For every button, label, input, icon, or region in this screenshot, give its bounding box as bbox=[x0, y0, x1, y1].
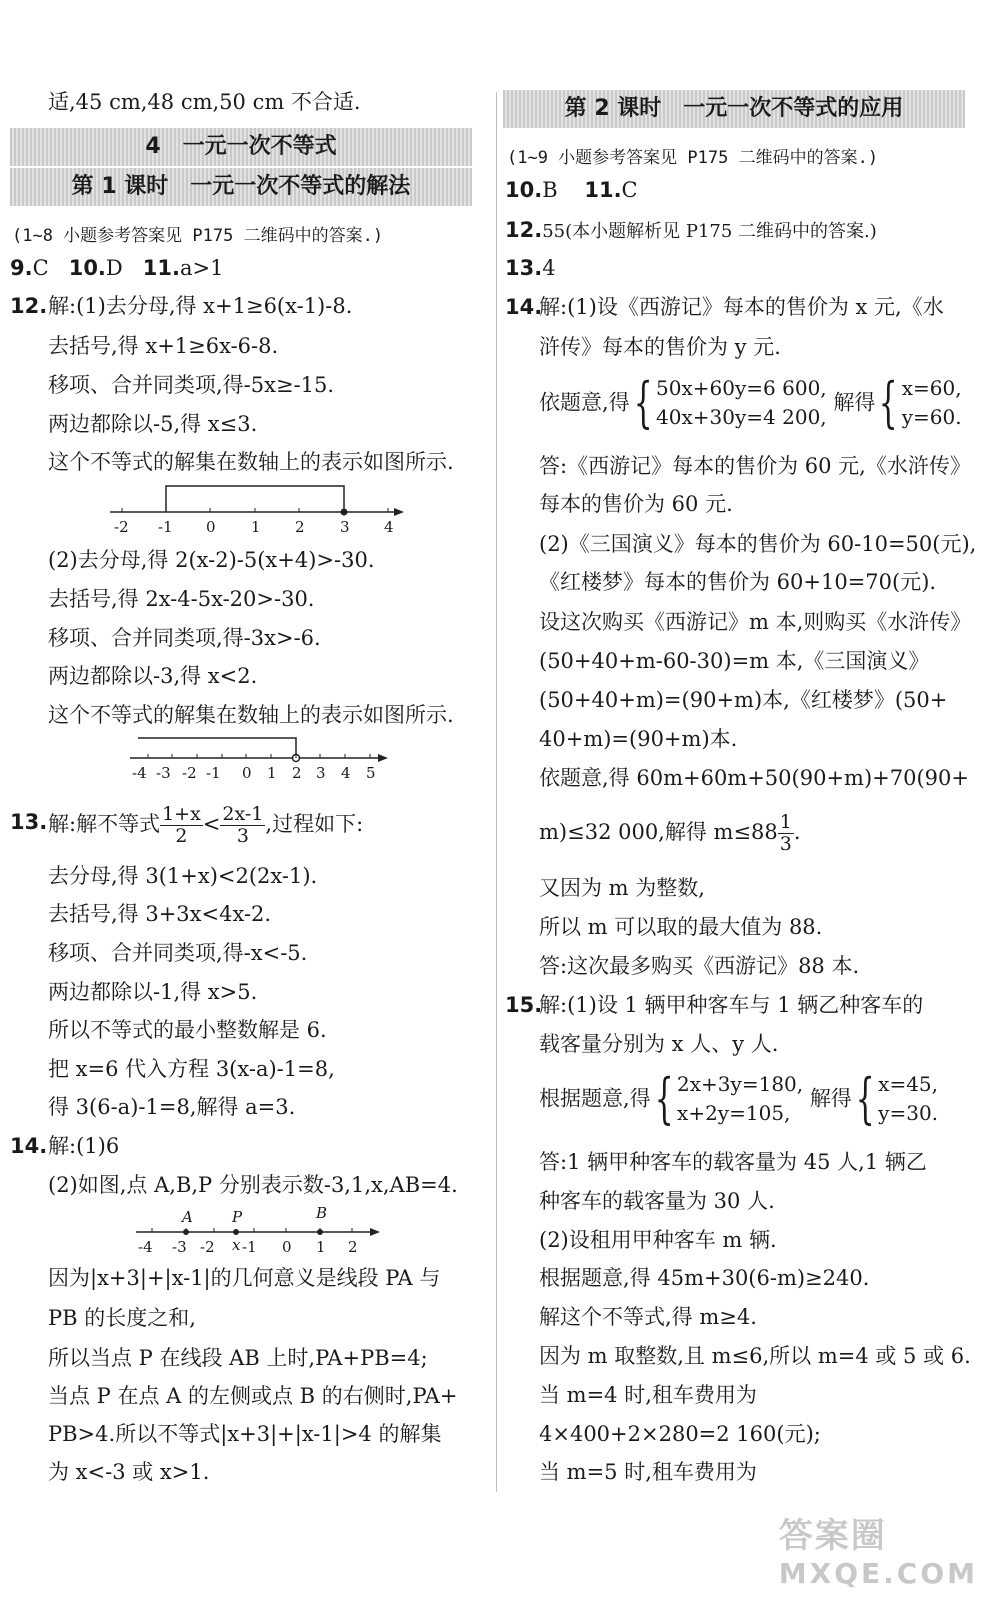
solution-line: 移项、合并同类项,得-3x>-6. bbox=[48, 626, 321, 650]
fraction bbox=[220, 804, 265, 847]
tick-label: 2 bbox=[348, 1238, 358, 1256]
tick-label: x bbox=[232, 1236, 241, 1254]
tick-label: -4 bbox=[138, 1238, 153, 1256]
tick-label: -3 bbox=[172, 1238, 187, 1256]
tick-label: -2 bbox=[114, 518, 129, 536]
tick-label: 1 bbox=[267, 764, 277, 782]
watermark-url: MXQE.COM bbox=[778, 1557, 978, 1590]
tick-label: 0 bbox=[206, 518, 216, 536]
solution-line: 浒传》每本的售价为 y 元. bbox=[539, 335, 781, 359]
tick-label: 0 bbox=[242, 764, 252, 782]
solution-line: 4×400+2×280=2 160(元); bbox=[539, 1422, 821, 1446]
tick-label: 5 bbox=[366, 764, 376, 782]
solution-line: 为 x<-3 或 x>1. bbox=[48, 1460, 210, 1484]
solution-line: 当点 P 在点 A 的左侧或点 B 的右侧时,PA+ bbox=[48, 1384, 458, 1408]
answer-13 bbox=[505, 258, 556, 279]
tick-label: -2 bbox=[200, 1238, 215, 1256]
solution-line: 移项、合并同类项,得-x<-5. bbox=[48, 941, 308, 965]
question-number: 10. bbox=[505, 178, 543, 202]
solution-line: (2)《三国演义》每本的售价为 60-10=50(元), bbox=[539, 532, 977, 556]
equation-system-line bbox=[539, 371, 962, 434]
section-title: 4 一元一次不等式 bbox=[10, 128, 472, 166]
fraction-denominator: 3 bbox=[779, 833, 792, 855]
solution-line: (2)如图,点 A,B,P 分别表示数-3,1,x,AB=4. bbox=[48, 1173, 458, 1197]
watermark-logo: 答案圈 bbox=[778, 1516, 887, 1556]
answer-value: a>1 bbox=[179, 256, 224, 280]
fraction-denominator: 3 bbox=[236, 825, 249, 847]
brace-icon: { bbox=[855, 1067, 875, 1130]
question-number: 12. bbox=[505, 218, 543, 242]
tick-label: -3 bbox=[156, 764, 171, 782]
solution-line: 解:(1)设《西游记》每本的售价为 x 元,《水 bbox=[539, 295, 944, 319]
equation: 50x+60y=6 600, bbox=[656, 376, 827, 400]
point-label: B bbox=[316, 1204, 328, 1222]
solution-line: 去括号,得 3+3x<4x-2. bbox=[48, 902, 272, 926]
equation-system-line bbox=[539, 1067, 939, 1130]
solution-line: 答:《西游记》每本的售价为 60 元,《水浒传》 bbox=[539, 454, 971, 478]
brace-icon: { bbox=[633, 371, 653, 434]
answer-value: D bbox=[105, 256, 123, 280]
solution-line: 解这个不等式,得 m≥4. bbox=[539, 1305, 757, 1329]
tick-label: 2 bbox=[292, 764, 302, 782]
answer-note: (1~9 小题参考答案见 P175 二维码中的答案.) bbox=[507, 148, 879, 168]
fraction-numerator: 1+x bbox=[162, 803, 201, 826]
solution-line: (50+40+m-60-30)=m 本,《三国演义》 bbox=[539, 649, 930, 673]
solution-line: 依题意,得 60m+60m+50(90+m)+70(90+ bbox=[539, 766, 969, 790]
number-line-2 bbox=[124, 730, 394, 786]
solution-line: 去括号,得 x+1≥6x-6-8. bbox=[48, 334, 279, 358]
solution-line: 解:(1)去分母,得 x+1≥6(x-1)-8. bbox=[48, 294, 353, 318]
question-number: 15. bbox=[505, 993, 543, 1017]
solution-text: 依题意,得 bbox=[539, 390, 630, 415]
equation: x+2y=105, bbox=[677, 1101, 791, 1125]
solution-line: 解:(1)设 1 辆甲种客车与 1 辆乙种客车的 bbox=[539, 993, 924, 1017]
fraction-numerator: 2x-1 bbox=[222, 803, 264, 826]
tick-label: 3 bbox=[316, 764, 326, 782]
equation-system bbox=[902, 374, 962, 432]
solution-line: 去分母,得 3(1+x)<2(2x-1). bbox=[48, 864, 318, 888]
answer-value: 4 bbox=[542, 256, 556, 280]
tick-label: 3 bbox=[340, 518, 350, 536]
solution-line: PB 的长度之和, bbox=[48, 1306, 196, 1330]
operator: < bbox=[202, 812, 221, 836]
solution-line: 所以当点 P 在线段 AB 上时,PA+PB=4; bbox=[48, 1346, 428, 1370]
answer-value: 55(本小题解析见 P175 二维码中的答案.) bbox=[542, 221, 877, 242]
tick-label: 4 bbox=[341, 764, 351, 782]
equation-system bbox=[878, 1070, 938, 1128]
solution-line: 两边都除以-1,得 x>5. bbox=[48, 980, 258, 1004]
solution-line: 所以不等式的最小整数解是 6. bbox=[48, 1018, 327, 1042]
number-line-1 bbox=[100, 478, 420, 538]
column-divider bbox=[496, 92, 497, 1492]
answers-9-11 bbox=[10, 258, 223, 279]
point-label: P bbox=[232, 1208, 243, 1226]
equation: 40x+30y=4 200, bbox=[656, 405, 827, 429]
solution-line: (2)去分母,得 2(x-2)-5(x+4)>-30. bbox=[48, 548, 375, 572]
solution-line: 这个不等式的解集在数轴上的表示如图所示. bbox=[48, 450, 454, 474]
tick-label: -1 bbox=[158, 518, 173, 536]
equation-system bbox=[677, 1070, 803, 1128]
equation: y=30. bbox=[878, 1101, 939, 1125]
fraction-numerator: 1 bbox=[779, 811, 792, 834]
equation: x=60, bbox=[901, 376, 962, 400]
answer-value: B bbox=[542, 178, 558, 202]
tick-label: -2 bbox=[182, 764, 197, 782]
top-line: 适,45 cm,48 cm,50 cm 不合适. bbox=[48, 90, 361, 114]
solution-line: 载客量分别为 x 人、y 人. bbox=[539, 1032, 779, 1056]
solution-line: 根据题意,得 45m+30(6-m)≥240. bbox=[539, 1266, 870, 1290]
tick-label: -4 bbox=[132, 764, 147, 782]
brace-icon: { bbox=[879, 371, 898, 434]
solution-line: 答:1 辆甲种客车的载客量为 45 人,1 辆乙 bbox=[539, 1150, 927, 1174]
equation: y=60. bbox=[901, 405, 962, 429]
question-number: 13. bbox=[10, 810, 48, 834]
tick-label: 2 bbox=[295, 518, 305, 536]
solution-line: 解:(1)6 bbox=[48, 1134, 120, 1158]
solution-line: 两边都除以-5,得 x≤3. bbox=[48, 412, 258, 436]
question-number: 9. bbox=[10, 256, 33, 280]
solution-line: 移项、合并同类项,得-5x≥-15. bbox=[48, 373, 335, 397]
fraction bbox=[778, 812, 794, 855]
solution-line: 得 3(6-a)-1=8,解得 a=3. bbox=[48, 1095, 296, 1119]
fraction bbox=[160, 804, 203, 847]
solution-text: . bbox=[793, 820, 801, 844]
solution-text: 解得 bbox=[833, 390, 876, 415]
solution-text: 解得 bbox=[809, 1086, 852, 1111]
equation: x=45, bbox=[878, 1072, 939, 1096]
solution-line: 把 x=6 代入方程 3(x-a)-1=8, bbox=[48, 1057, 335, 1081]
solution-line: (2)设租用甲种客车 m 辆. bbox=[539, 1228, 777, 1252]
solution-line: (50+40+m)=(90+m)本,《红楼梦》(50+ bbox=[539, 688, 948, 712]
tick-label: 1 bbox=[251, 518, 261, 536]
brace-icon: { bbox=[654, 1067, 674, 1130]
question-number: 10. bbox=[68, 256, 106, 280]
solution-line: 40+m)=(90+m)本. bbox=[539, 727, 738, 751]
lesson-title: 第 2 课时 一元一次不等式的应用 bbox=[503, 90, 965, 128]
question-number: 12. bbox=[10, 294, 48, 318]
equation-system bbox=[656, 374, 827, 432]
solution-text: ,过程如下: bbox=[265, 812, 364, 836]
solution-line: 两边都除以-3,得 x<2. bbox=[48, 664, 258, 688]
tick-label: 4 bbox=[384, 518, 394, 536]
solution-text: 根据题意,得 bbox=[539, 1086, 651, 1111]
solution-line: 当 m=5 时,租车费用为 bbox=[539, 1460, 757, 1484]
solution-line: 种客车的载客量为 30 人. bbox=[539, 1189, 775, 1213]
solution-line: 因为|x+3|+|x-1|的几何意义是线段 PA 与 bbox=[48, 1266, 441, 1290]
question-number: 14. bbox=[505, 295, 543, 319]
solution-line: 每本的售价为 60 元. bbox=[539, 492, 733, 516]
tick-label: -1 bbox=[206, 764, 221, 782]
solution-line bbox=[539, 806, 801, 858]
solution-line: 当 m=4 时,租车费用为 bbox=[539, 1383, 757, 1407]
solution-line: 答:这次最多购买《西游记》88 本. bbox=[539, 954, 860, 978]
lesson-title: 第 1 课时 一元一次不等式的解法 bbox=[10, 168, 472, 206]
fraction-denominator: 2 bbox=[175, 825, 188, 847]
solution-line: 又因为 m 为整数, bbox=[539, 876, 705, 900]
question-number: 11. bbox=[584, 178, 622, 202]
tick-label: 0 bbox=[282, 1238, 292, 1256]
point-label: A bbox=[182, 1208, 193, 1226]
solution-text: 解:解不等式 bbox=[48, 812, 161, 836]
answer-value: C bbox=[32, 256, 49, 280]
watermark bbox=[779, 1508, 978, 1590]
question-number: 13. bbox=[505, 256, 543, 280]
solution-line: PB>4.所以不等式|x+3|+|x-1|>4 的解集 bbox=[48, 1422, 442, 1446]
answer-note: (1~8 小题参考答案见 P175 二维码中的答案.) bbox=[12, 226, 384, 246]
solution-line: 所以 m 可以取的最大值为 88. bbox=[539, 915, 823, 939]
solution-line: 这个不等式的解集在数轴上的表示如图所示. bbox=[48, 703, 454, 727]
number-line-3 bbox=[130, 1204, 390, 1260]
answers-10-11 bbox=[505, 180, 638, 201]
solution-line bbox=[48, 800, 363, 848]
answer-value: C bbox=[621, 178, 638, 202]
question-number: 11. bbox=[142, 256, 180, 280]
solution-line: 因为 m 取整数,且 m≤6,所以 m=4 或 5 或 6. bbox=[539, 1344, 971, 1368]
answer-12 bbox=[505, 220, 877, 241]
solution-line: 去括号,得 2x-4-5x-20>-30. bbox=[48, 587, 315, 611]
solution-text: m)≤32 000,解得 m≤88 bbox=[539, 820, 778, 844]
solution-line: 《红楼梦》每本的售价为 60+10=70(元). bbox=[539, 570, 937, 594]
solution-line: 设这次购买《西游记》m 本,则购买《水浒传》 bbox=[539, 610, 972, 634]
tick-label: -1 bbox=[242, 1238, 257, 1256]
question-number: 14. bbox=[10, 1134, 48, 1158]
equation: 2x+3y=180, bbox=[677, 1072, 804, 1096]
tick-label: 1 bbox=[316, 1238, 326, 1256]
